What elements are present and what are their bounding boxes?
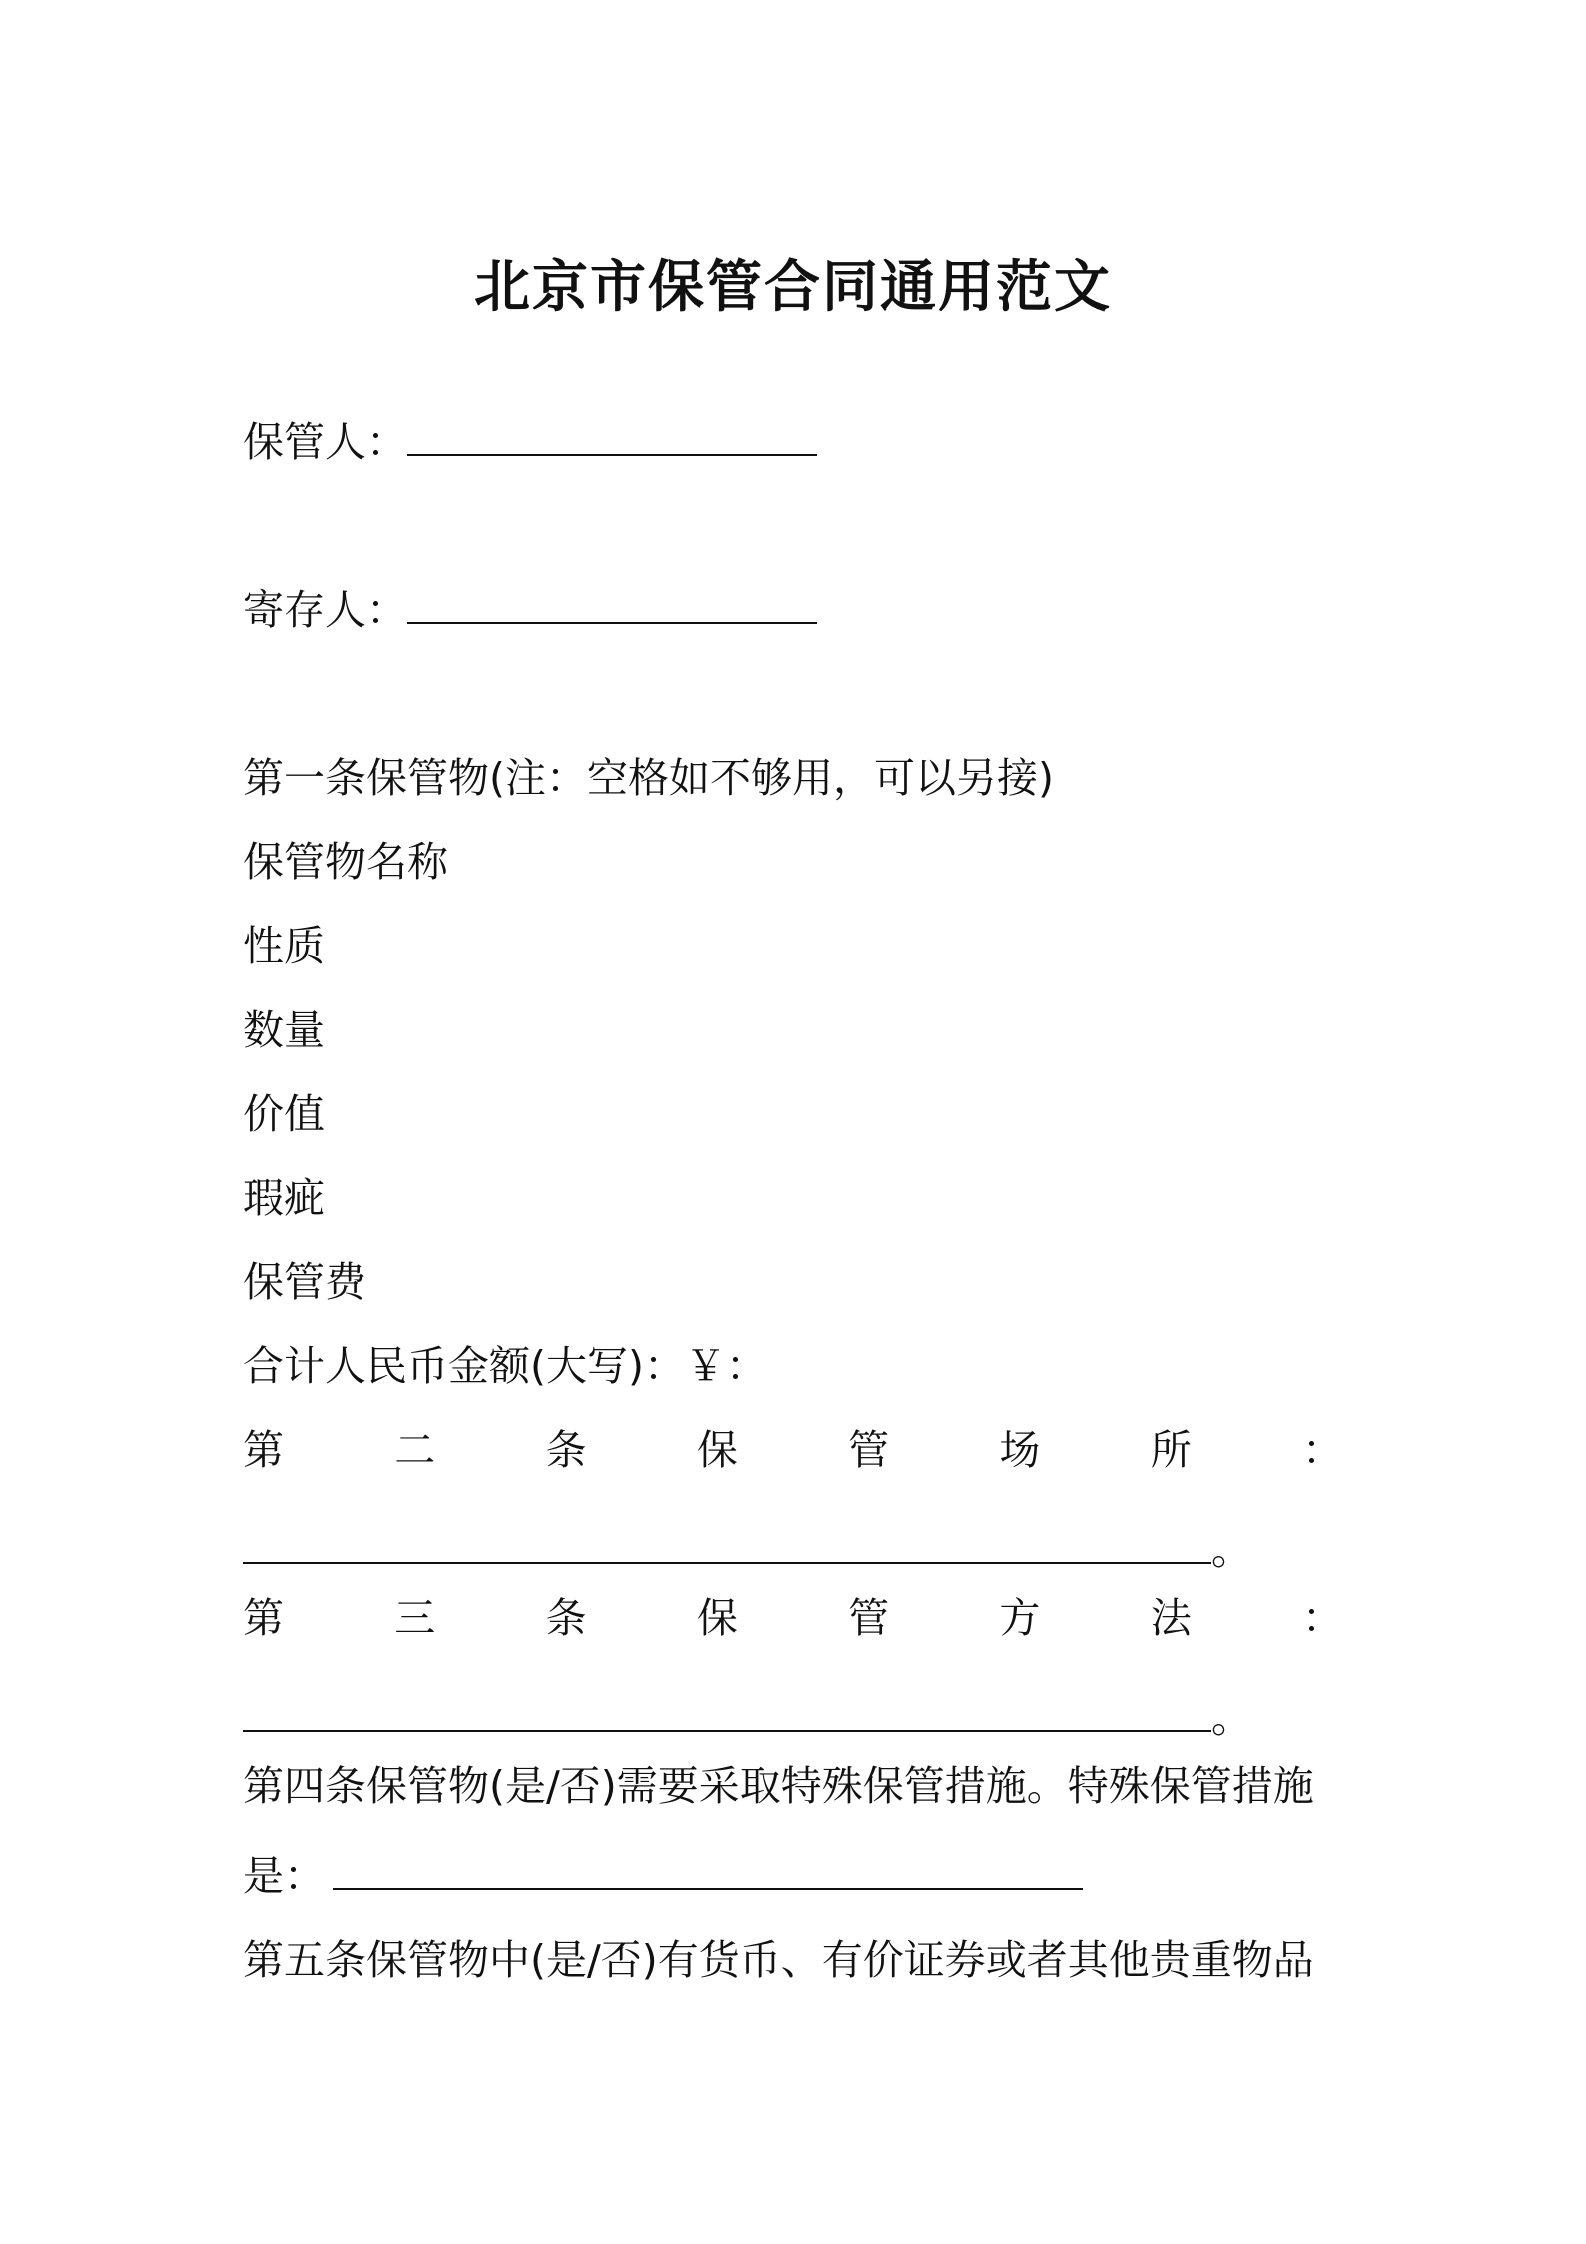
page-title: 北京市保管合同通用范文 — [474, 255, 1112, 320]
article2-char: 场 — [999, 1426, 1041, 1474]
field-quantity: 数量 — [243, 1006, 325, 1054]
storage-place-blank[interactable] — [243, 1522, 1211, 1564]
depositor-line — [243, 580, 817, 640]
article2-char: 管 — [848, 1426, 890, 1474]
article2-period: 。 — [1211, 1526, 1252, 1574]
article3-char: ： — [1301, 1594, 1343, 1642]
article3-char: 第 — [243, 1594, 284, 1642]
article4-label: 是： — [243, 1852, 325, 1900]
article3-char: 管 — [848, 1594, 890, 1642]
storage-method-blank[interactable] — [243, 1690, 1211, 1732]
article3-char: 条 — [545, 1594, 587, 1642]
article3-blank-line — [243, 1688, 1252, 1748]
article2-char: 第 — [243, 1426, 284, 1474]
article4-line2 — [243, 1846, 1083, 1906]
article2-char: ： — [1301, 1426, 1343, 1474]
field-fee: 保管费 — [243, 1258, 366, 1306]
depositor-blank[interactable] — [407, 582, 817, 624]
article3-period: 。 — [1211, 1694, 1252, 1742]
article2-char: 二 — [394, 1426, 436, 1474]
field-defects: 瑕疵 — [243, 1174, 325, 1222]
field-nature: 性质 — [243, 922, 325, 970]
field-value: 价值 — [243, 1090, 325, 1138]
article4-line1: 第四条保管物(是/否)需要采取特殊保管措施。特殊保管措施 — [243, 1762, 1314, 1810]
article5-line1: 第五条保管物中(是/否)有货币、有价证券或者其他贵重物品 — [243, 1936, 1314, 1984]
custodian-label: 保管人： — [243, 418, 407, 466]
custodian-line — [243, 412, 817, 472]
article3-char: 三 — [394, 1594, 436, 1642]
article3-char: 方 — [999, 1594, 1041, 1642]
article2-char: 条 — [545, 1426, 587, 1474]
custodian-blank[interactable] — [407, 414, 817, 456]
field-item-name: 保管物名称 — [243, 838, 448, 886]
article2-char: 所 — [1150, 1426, 1192, 1474]
article3-char: 法 — [1150, 1594, 1192, 1642]
special-measures-blank[interactable] — [333, 1848, 1083, 1890]
depositor-label: 寄存人： — [243, 586, 407, 634]
article2-heading — [243, 1420, 1343, 1480]
article3-heading — [243, 1588, 1343, 1648]
field-total: 合计人民币金额(大写)：￥： — [243, 1342, 767, 1390]
article2-blank-line — [243, 1520, 1252, 1580]
article2-char: 保 — [696, 1426, 738, 1474]
article1-heading: 第一条保管物(注：空格如不够用，可以另接) — [243, 754, 1054, 802]
article3-char: 保 — [696, 1594, 738, 1642]
